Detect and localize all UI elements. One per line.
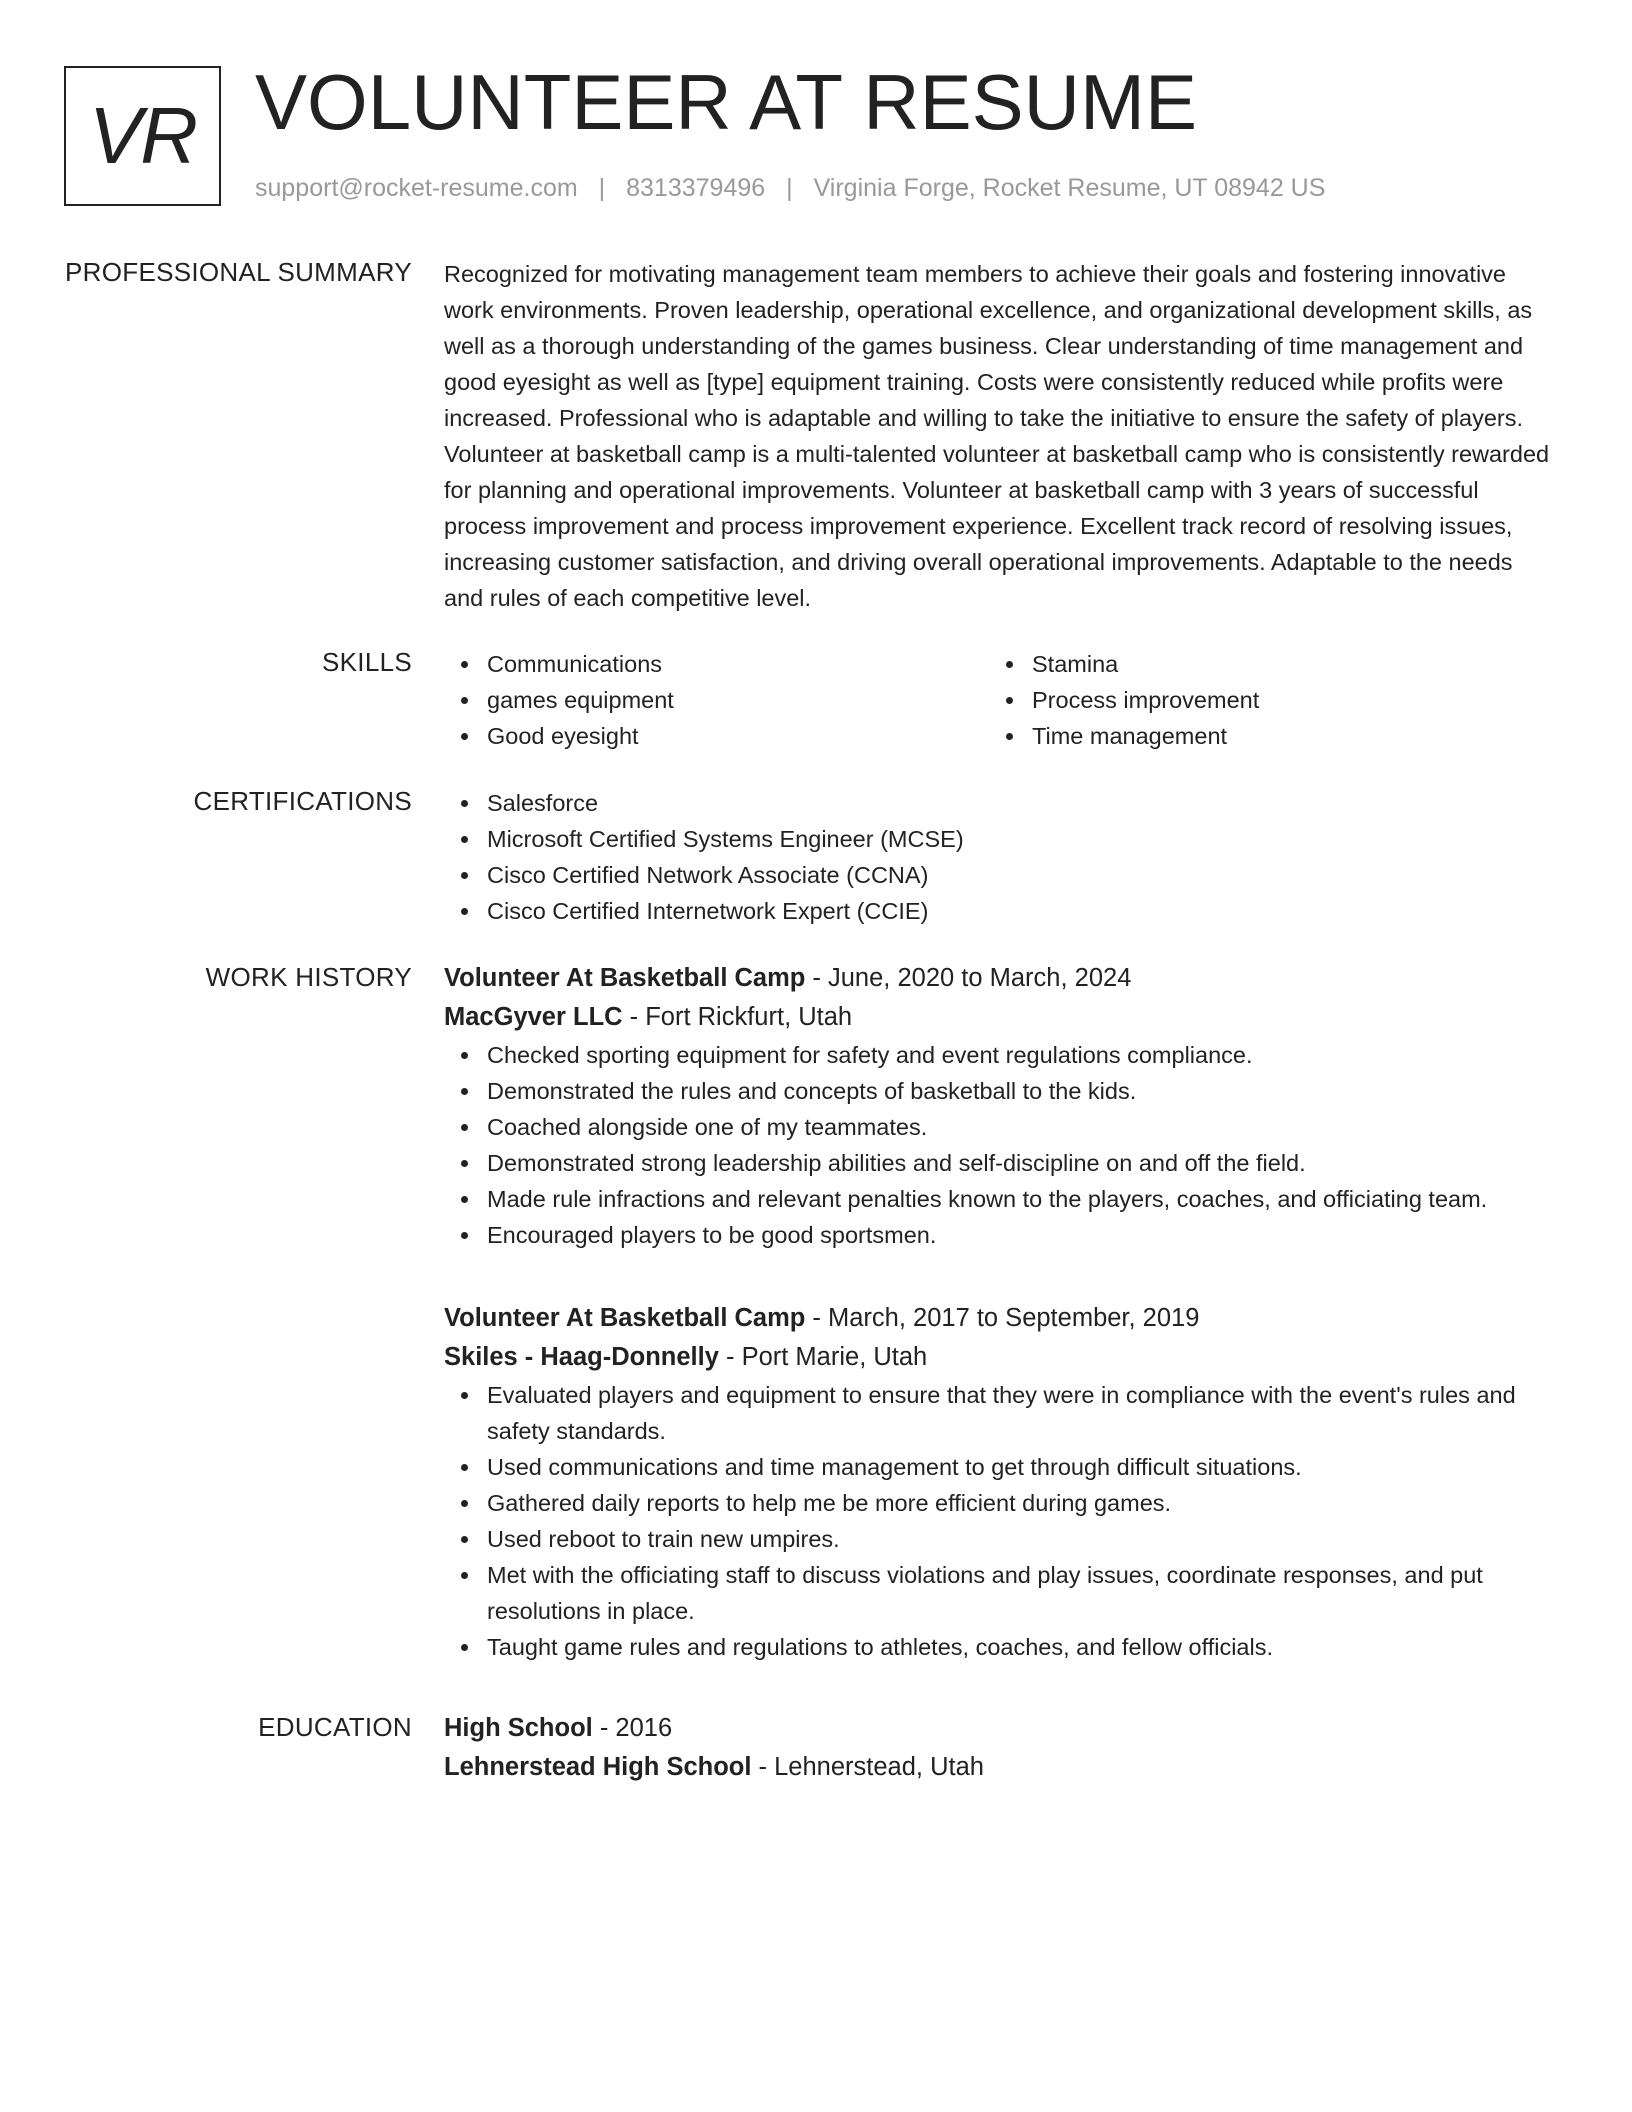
job-entry	[444, 959, 1556, 1253]
skills-grid	[444, 646, 1556, 754]
page-title: VOLUNTEER AT RESUME	[255, 58, 1197, 146]
list-item: Met with the officiating staff to discuss violations and play issues, coordinate responses, and put resolutions in place.	[444, 1557, 1556, 1629]
certifications-section	[444, 785, 1556, 929]
job-title-line	[444, 1299, 1556, 1338]
list-item: Cisco Certified Network Associate (CCNA)	[444, 857, 1556, 893]
section-label-work-history: WORK HISTORY	[205, 962, 412, 992]
section-label-certifications: CERTIFICATIONS	[193, 786, 412, 816]
monogram: VR	[64, 66, 221, 206]
education-section	[444, 1709, 1556, 1787]
school-location: - Lehnerstead, Utah	[751, 1753, 984, 1781]
degree-line	[444, 1709, 1556, 1748]
list-item: Coached alongside one of my teammates.	[444, 1109, 1556, 1145]
list-item: Salesforce	[444, 785, 1556, 821]
contact-line	[255, 174, 1325, 203]
company-name: MacGyver LLC	[444, 1003, 623, 1031]
job-entry	[444, 1299, 1556, 1665]
job-bullets	[444, 1377, 1556, 1665]
list-item: Checked sporting equipment for safety and event regulations compliance.	[444, 1037, 1556, 1073]
list-item: Made rule infractions and relevant penalties known to the players, coaches, and officiating team.	[444, 1181, 1556, 1217]
company-location: - Port Marie, Utah	[718, 1343, 928, 1371]
skills-list-left	[444, 646, 989, 754]
list-item: Cisco Certified Internetwork Expert (CCIE)	[444, 893, 1556, 929]
skills-list-right	[989, 646, 1534, 754]
skills-section	[444, 646, 1556, 754]
graduation-year: - 2016	[592, 1714, 673, 1742]
list-item: Time management	[989, 718, 1534, 754]
job-title-line	[444, 959, 1556, 998]
job-company-line	[444, 1338, 1556, 1377]
certifications-list	[444, 785, 1556, 929]
list-item: Taught game rules and regulations to athletes, coaches, and fellow officials.	[444, 1629, 1556, 1665]
company-name: Skiles - Haag-Donnelly	[444, 1343, 719, 1371]
list-item: Demonstrated the rules and concepts of basketball to the kids.	[444, 1073, 1556, 1109]
job-dates: - June, 2020 to March, 2024	[805, 964, 1132, 992]
degree: High School	[444, 1714, 593, 1742]
section-label-skills: SKILLS	[322, 647, 412, 677]
list-item: games equipment	[444, 682, 989, 718]
list-item: Demonstrated strong leadership abilities and self-discipline on and off the field.	[444, 1145, 1556, 1181]
section-label-education: EDUCATION	[258, 1712, 412, 1742]
summary-text: Recognized for motivating management team members to achieve their goals and fostering innovative work environments. Proven leadership, operational excellence, and organizational development skills, as well as a thorough understanding of the games business. Clear understanding of time management and good eyesight as well as [type] equipment training. Costs were consistently reduced while profits were increased. Professional who is adaptable and willing to take the initiative to ensure the safety of players. Volunteer at basketball camp is a multi-talented volunteer at basketball camp who is consistently rewarded for planning and operational improvements. Volunteer at basketball camp with 3 years of successful process improvement and process improvement experience. Excellent track record of resolving issues, increasing customer satisfaction, and driving overall operational improvements. Adaptable to the needs and rules of each competitive level.	[444, 261, 1550, 611]
phone-text: 8313379496	[626, 174, 766, 202]
job-company-line	[444, 998, 1556, 1037]
job-dates: - March, 2017 to September, 2019	[805, 1304, 1200, 1332]
list-item: Communications	[444, 646, 989, 682]
list-item: Gathered daily reports to help me be more efficient during games.	[444, 1485, 1556, 1521]
school-line	[444, 1748, 1556, 1787]
list-item: Used communications and time management to get through difficult situations.	[444, 1449, 1556, 1485]
list-item: Used reboot to train new umpires.	[444, 1521, 1556, 1557]
address-text: Virginia Forge, Rocket Resume, UT 08942 US	[813, 174, 1326, 202]
company-location: - Fort Rickfurt, Utah	[622, 1003, 853, 1031]
separator: |	[786, 174, 793, 202]
email-text: support@rocket-resume.com	[255, 174, 578, 202]
school-name: Lehnerstead High School	[444, 1753, 752, 1781]
list-item: Stamina	[989, 646, 1534, 682]
list-item: Process improvement	[989, 682, 1534, 718]
list-item: Evaluated players and equipment to ensure that they were in compliance with the event's rules and safety standards.	[444, 1377, 1556, 1449]
job-title: Volunteer At Basketball Camp	[444, 1304, 806, 1332]
list-item: Microsoft Certified Systems Engineer (MCSE)	[444, 821, 1556, 857]
summary-section	[444, 256, 1556, 616]
section-label-summary: PROFESSIONAL SUMMARY	[65, 257, 412, 287]
job-bullets	[444, 1037, 1556, 1253]
job-title: Volunteer At Basketball Camp	[444, 964, 806, 992]
separator: |	[598, 174, 606, 202]
list-item: Good eyesight	[444, 718, 989, 754]
list-item: Encouraged players to be good sportsmen.	[444, 1217, 1556, 1253]
